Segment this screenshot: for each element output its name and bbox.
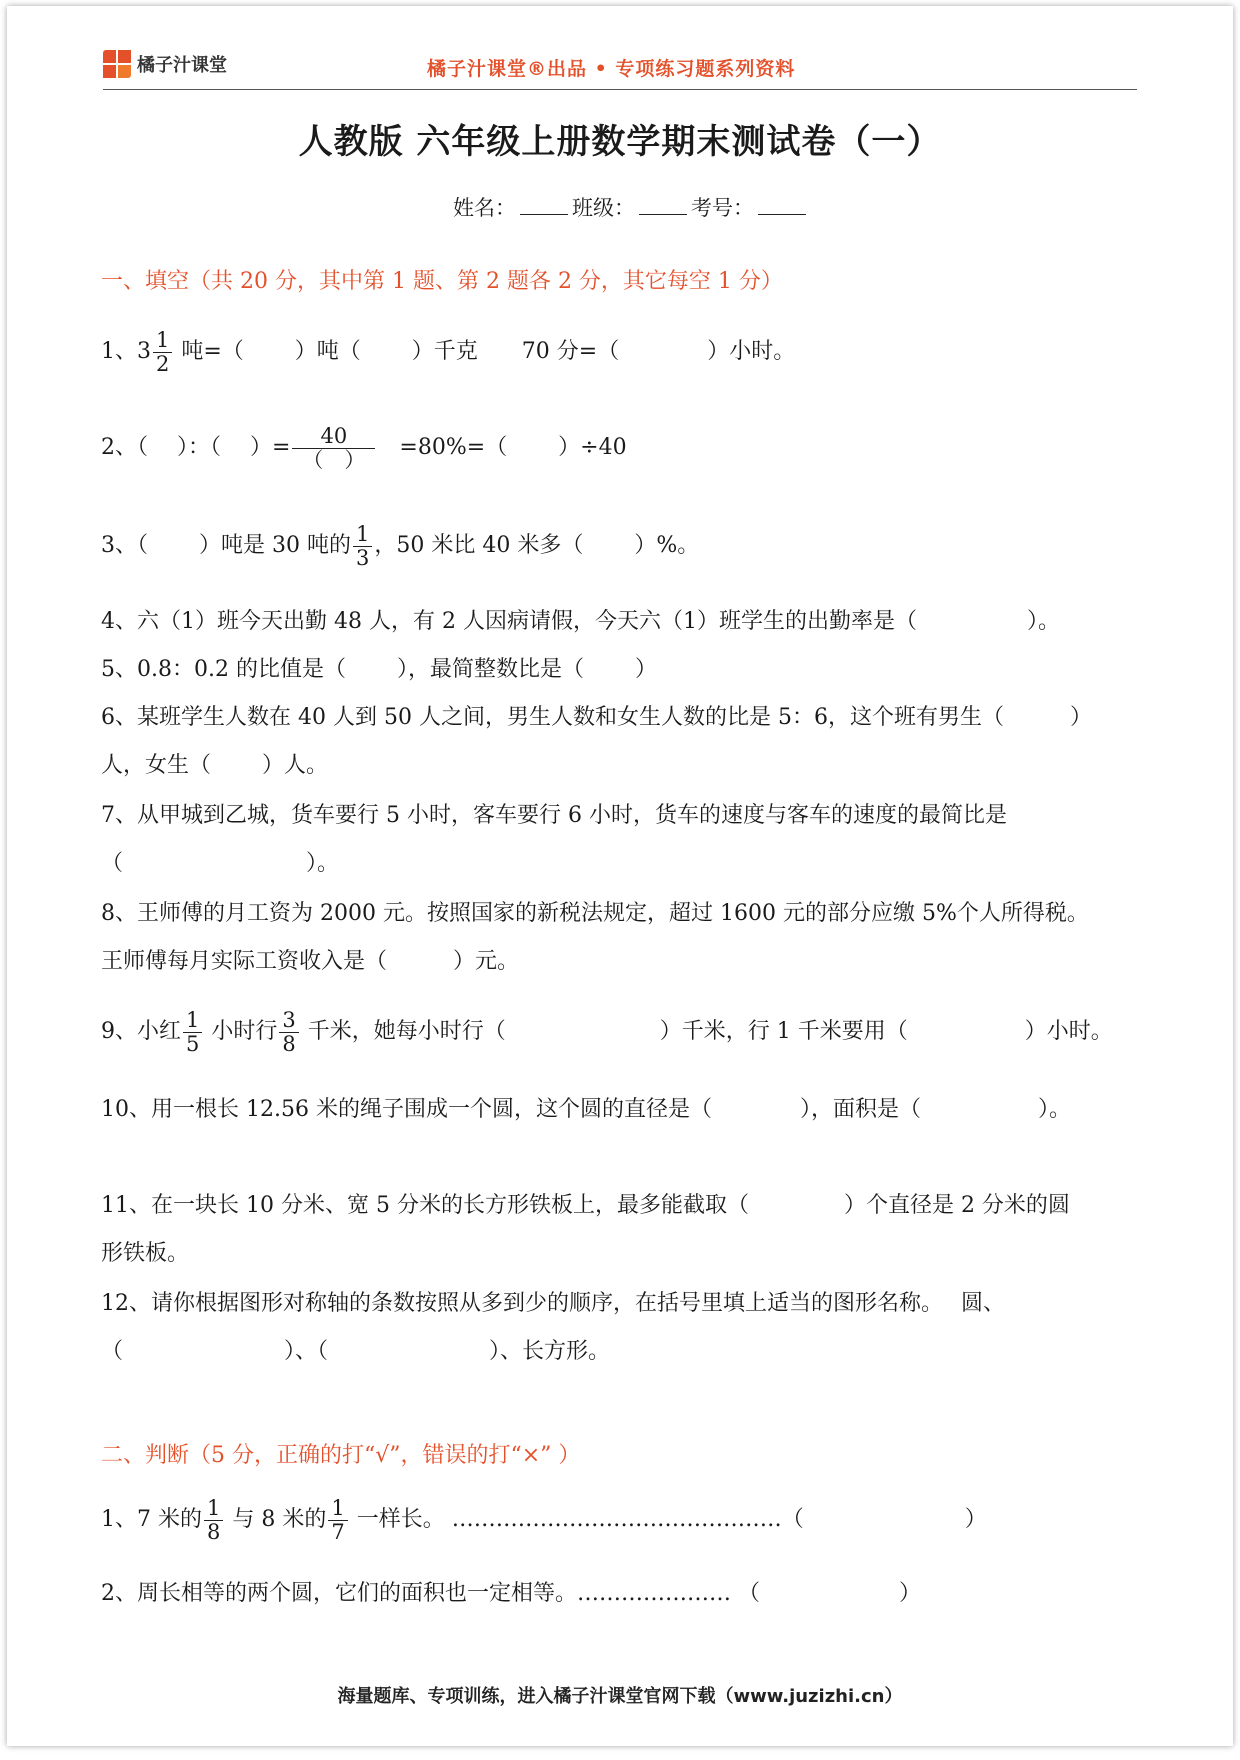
fraction-den: 3 — [353, 546, 372, 569]
fraction-num: 1 — [207, 1496, 221, 1521]
fraction-num: 40 — [320, 424, 348, 449]
id-blank — [758, 196, 806, 215]
question-3-text-b: ，50 米比 40 米多（ ）%。 — [374, 533, 700, 558]
question-11-line-2: 形铁板。 — [101, 1241, 190, 1266]
fraction-den: （ ） — [292, 448, 375, 471]
question-12-line-2: （ ）、（ ）、长方形。 — [101, 1339, 610, 1364]
header-divider — [103, 89, 1137, 90]
fraction-den: 7 — [328, 1520, 347, 1543]
question-3 — [101, 522, 699, 570]
judgement-1-text-c: 一样长。 ………………………………………（ ） — [349, 1507, 987, 1532]
judgement-1-text-b: 与 8 米的 — [225, 1507, 327, 1532]
section-2-heading: 二、判断（5 分，正确的打“√”，错误的打“×” ） — [101, 1443, 581, 1468]
fraction — [153, 329, 172, 374]
question-10: 10、用一根长 12.56 米的绳子围成一个圆，这个圆的直径是（ ），面积是（ ）。 — [101, 1097, 1071, 1122]
question-7-line-2: （ ）。 — [101, 851, 339, 876]
fraction — [183, 1009, 202, 1054]
fraction-den: 8 — [279, 1032, 298, 1055]
question-9-text-c: 千米，她每小时行（ ）千米，行 1 千米要用（ ）小时。 — [300, 1019, 1113, 1044]
fraction — [353, 523, 372, 568]
fraction-den: 2 — [153, 352, 172, 375]
page-title: 人教版 六年级上册数学期末测试卷（一） — [298, 122, 942, 162]
fraction-num: 1 — [186, 1008, 200, 1033]
student-info — [453, 192, 810, 222]
question-6-line-1: 6、某班学生人数在 40 人到 50 人之间，男生人数和女生人数的比是 5：6，这个班有男生（ ） — [101, 705, 1092, 730]
name-label: 姓名： — [453, 196, 516, 220]
question-9 — [101, 1008, 1113, 1056]
class-blank — [639, 196, 687, 215]
fraction — [328, 1497, 347, 1542]
question-1-text-b: 吨=（ ）吨（ ）千克 70 分=（ ）小时。 — [174, 339, 796, 364]
question-7-line-1: 7、从甲城到乙城，货车要行 5 小时，客车要行 6 小时，货车的速度与客车的速度的最简比是 — [101, 803, 1007, 828]
question-8-line-2: 王师傅每月实际工资收入是（ ）元。 — [101, 949, 520, 974]
judgement-1-text-a: 1、7 米的 — [101, 1507, 202, 1532]
question-12-line-1: 12、请你根据图形对称轴的条数按照从多到少的顺序，在括号里填上适当的图形名称。 圆、 — [101, 1291, 1005, 1316]
fraction-num: 3 — [282, 1008, 296, 1033]
fraction — [292, 425, 375, 470]
name-blank — [520, 196, 568, 215]
question-1 — [101, 328, 795, 376]
section-1-heading: 一、填空（共 20 分，其中第 1 题、第 2 题各 2 分，其它每空 1 分） — [101, 269, 783, 294]
judgement-1 — [101, 1496, 987, 1544]
fraction-den: 8 — [204, 1520, 223, 1543]
question-1-text-a: 1、3 — [101, 339, 151, 364]
question-6-line-2: 人，女生（ ）人。 — [101, 753, 328, 778]
logo-text: 橘子汁课堂 — [137, 55, 227, 76]
fraction-num: 1 — [331, 1496, 345, 1521]
header-tagline: 橘子汁课堂®出品 • 专项练习题系列资料 — [427, 58, 796, 80]
fraction-den: 5 — [183, 1032, 202, 1055]
question-11-line-1: 11、在一块长 10 分米、宽 5 分米的长方形铁板上，最多能截取（ ）个直径是 2 分米的圆 — [101, 1193, 1070, 1218]
question-5: 5、0.8：0.2 的比值是（ ），最简整数比是（ ） — [101, 657, 657, 682]
question-4: 4、六（1）班今天出勤 48 人，有 2 人因病请假，今天六（1）班学生的出勤率是（ ）。 — [101, 609, 1060, 634]
fraction — [204, 1497, 223, 1542]
question-8-line-1: 8、王师傅的月工资为 2000 元。按照国家的新税法规定，超过 1600 元的部分应缴 5%个人所得税。 — [101, 901, 1089, 926]
class-label: 班级： — [572, 196, 635, 220]
question-9-text-a: 9、小红 — [101, 1019, 181, 1044]
fraction-num: 1 — [156, 328, 170, 353]
id-label: 考号： — [691, 196, 754, 220]
question-3-text-a: 3、（ ）吨是 30 吨的 — [101, 533, 351, 558]
question-2-text-a: 2、（ ）：（ ）= — [101, 435, 291, 460]
question-2 — [101, 424, 627, 472]
fraction-num: 1 — [355, 522, 370, 547]
question-9-text-b: 小时行 — [204, 1019, 278, 1044]
question-2-text-b: =80%=（ ）÷40 — [377, 435, 627, 460]
logo — [103, 50, 227, 78]
exam-page — [7, 6, 1233, 1746]
fraction — [279, 1009, 298, 1054]
logo-icon — [103, 50, 131, 78]
judgement-2: 2、周长相等的两个圆，它们的面积也一定相等。………………… （ ） — [101, 1581, 921, 1606]
footer: 海量题库、专项训练，进入橘子汁课堂官网下载（www.juzizhi.cn） — [337, 1686, 903, 1707]
